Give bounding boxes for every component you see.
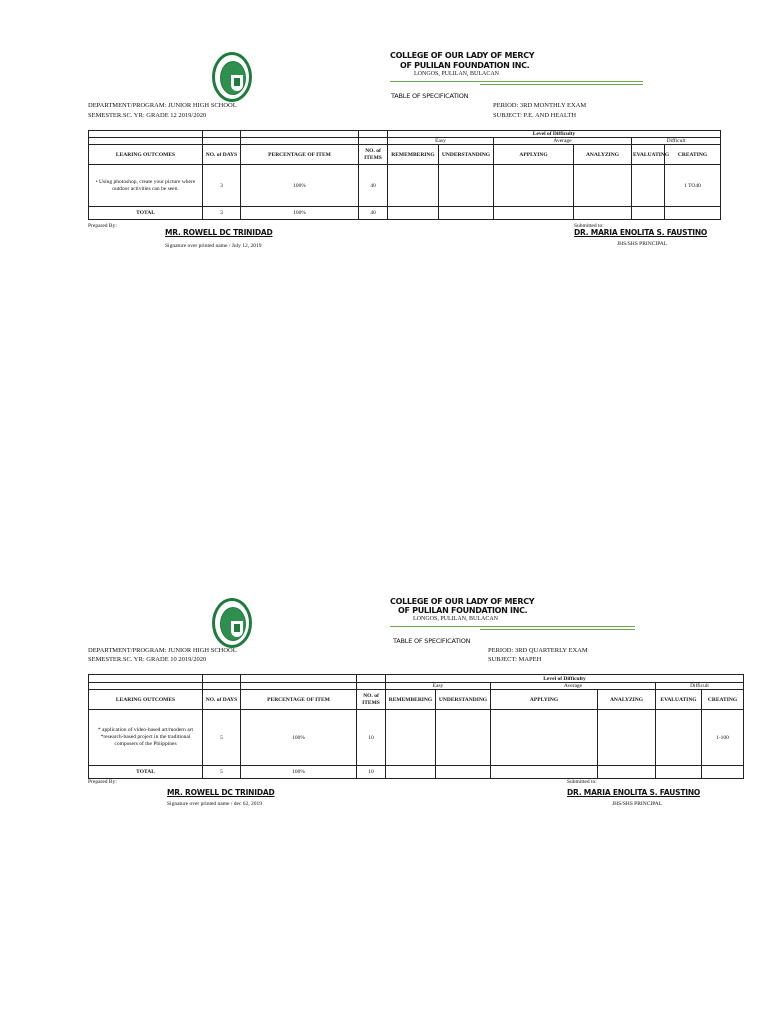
items-header: NO. of ITEMS bbox=[359, 145, 388, 165]
college-address: LONGOS, PULILAN, BULACAN bbox=[414, 71, 499, 77]
total-items: 10 bbox=[357, 766, 386, 779]
percentage-header: PERCENTAGE OF ITEM bbox=[241, 145, 359, 165]
easy-header: Easy bbox=[386, 683, 491, 690]
period-text: PERIOD: 3RD MONTHLY EXAM bbox=[493, 102, 587, 109]
prepared-by-label: Prepared By: bbox=[88, 223, 117, 229]
tos-title: TABLE OF SPECIFICATION bbox=[393, 637, 471, 645]
preparer-name: MR. ROWELL DC TRINIDAD bbox=[167, 788, 275, 797]
college-address: LONGOS, PULILAN, BULACAN bbox=[413, 616, 498, 622]
signature-note: Signature over printed name / dec 62, 2019 bbox=[167, 801, 263, 807]
preparer-name: MR. ROWELL DC TRINIDAD bbox=[165, 228, 273, 237]
tos-title: TABLE OF SPECIFICATION bbox=[391, 92, 469, 100]
percentage-cell: 100% bbox=[241, 165, 359, 207]
creating-cell: 1 TO40 bbox=[665, 165, 721, 207]
percentage-cell: 100% bbox=[241, 710, 357, 766]
specification-table bbox=[88, 674, 744, 779]
college-name-line2: OF PULILAN FOUNDATION INC. bbox=[398, 606, 528, 615]
department-text: DEPARTMENT/PROGRAM: JUNIOR HIGH SCHOOL bbox=[88, 102, 237, 109]
semester-text: SEMESTER.SC. YR: GRADE 10 2019/2020 bbox=[88, 656, 207, 663]
table-row bbox=[89, 710, 744, 766]
days-header: NO. of DAYS bbox=[203, 145, 241, 165]
college-name-line2: OF PULILAN FOUNDATION INC. bbox=[400, 61, 530, 70]
days-header: NO. of DAYS bbox=[203, 690, 241, 710]
principal-title: JHS/SHS PRINCIPAL bbox=[617, 241, 668, 247]
items-cell: 40 bbox=[359, 165, 388, 207]
total-label: TOTAL bbox=[89, 766, 203, 779]
total-row bbox=[89, 766, 744, 779]
creating-header: CREATING bbox=[665, 145, 721, 165]
department-text: DEPARTMENT/PROGRAM: JUNIOR HIGH SCHOOL bbox=[88, 647, 237, 654]
submitted-to-label: Submitted to: bbox=[574, 223, 604, 229]
total-percentage: 100% bbox=[241, 207, 359, 220]
items-cell: 10 bbox=[357, 710, 386, 766]
principal-name: DR. MARIA ENOLITA S. FAUSTINO bbox=[567, 788, 701, 797]
total-percentage: 100% bbox=[241, 766, 357, 779]
period-text: PERIOD: 3RD QUARTERLY EXAM bbox=[488, 647, 588, 654]
outcomes-header: LEARING OUTCOMES bbox=[89, 145, 203, 165]
analyzing-header: ANALYZING bbox=[598, 690, 656, 710]
header-divider bbox=[390, 626, 635, 627]
semester-text: SEMESTER.SC. YR: GRADE 12 2019/2020 bbox=[88, 112, 207, 119]
evaluating-header: EVALUATING bbox=[656, 690, 702, 710]
level-of-difficulty-header: Level of Difficulty bbox=[388, 131, 721, 138]
submitted-to-label: Submitted to: bbox=[567, 779, 597, 785]
remembering-header: REMEMBERING bbox=[388, 145, 439, 165]
principal-name: DR. MARIA ENOLITA S. FAUSTINO bbox=[574, 228, 708, 237]
total-items: 40 bbox=[359, 207, 388, 220]
percentage-header: PERCENTAGE OF ITEM bbox=[241, 690, 357, 710]
total-days: 5 bbox=[203, 766, 241, 779]
days-cell: 5 bbox=[203, 710, 241, 766]
understanding-header: UNDERSTANDING bbox=[439, 145, 494, 165]
college-name-line1: COLLEGE OF OUR LADY OF MERCY bbox=[390, 51, 535, 60]
total-days: 3 bbox=[203, 207, 241, 220]
items-header: NO. of ITEMS bbox=[357, 690, 386, 710]
average-header: Average bbox=[494, 138, 632, 145]
easy-header: Easy bbox=[388, 138, 494, 145]
outcomes-header: LEARING OUTCOMES bbox=[89, 690, 203, 710]
prepared-by-label: Prepared By: bbox=[88, 779, 117, 785]
signature-note: Signature over printed name / July 12, 2019 bbox=[165, 243, 262, 249]
remembering-header: REMEMBERING bbox=[386, 690, 436, 710]
applying-header: APPLYING bbox=[491, 690, 598, 710]
outcome-cell: • Using photoshop, create your picture where outdoor activities can be seen. bbox=[89, 165, 203, 207]
average-header: Average bbox=[491, 683, 656, 690]
creating-cell: 1-100 bbox=[702, 710, 744, 766]
subject-text: SUBJECT: MAPEH bbox=[488, 656, 542, 663]
college-name-line1: COLLEGE OF OUR LADY OF MERCY bbox=[390, 597, 535, 606]
principal-title: JHS/SHS PRINCIPAL bbox=[612, 801, 663, 807]
difficult-header: Difficult bbox=[656, 683, 744, 690]
subject-text: SUBJECT: P.E. AND HEALTH bbox=[493, 112, 577, 119]
level-of-difficulty-header: Level of Difficulty bbox=[386, 675, 744, 683]
header-divider-2 bbox=[480, 629, 635, 630]
total-label: TOTAL bbox=[89, 207, 203, 220]
days-cell: 3 bbox=[203, 165, 241, 207]
evaluating-header: EVALUATING bbox=[632, 145, 665, 165]
creating-header: CREATING bbox=[702, 690, 744, 710]
applying-header: APPLYING bbox=[494, 145, 574, 165]
school-seal-icon bbox=[212, 598, 252, 648]
difficult-header: Difficult bbox=[632, 138, 721, 145]
outcome-cell: * application of video-based art/modern art *research-based project in the traditional composers of the Phiippines bbox=[89, 710, 203, 766]
understanding-header: UNDERSTANDING bbox=[436, 690, 491, 710]
analyzing-header: ANALYZING bbox=[574, 145, 632, 165]
